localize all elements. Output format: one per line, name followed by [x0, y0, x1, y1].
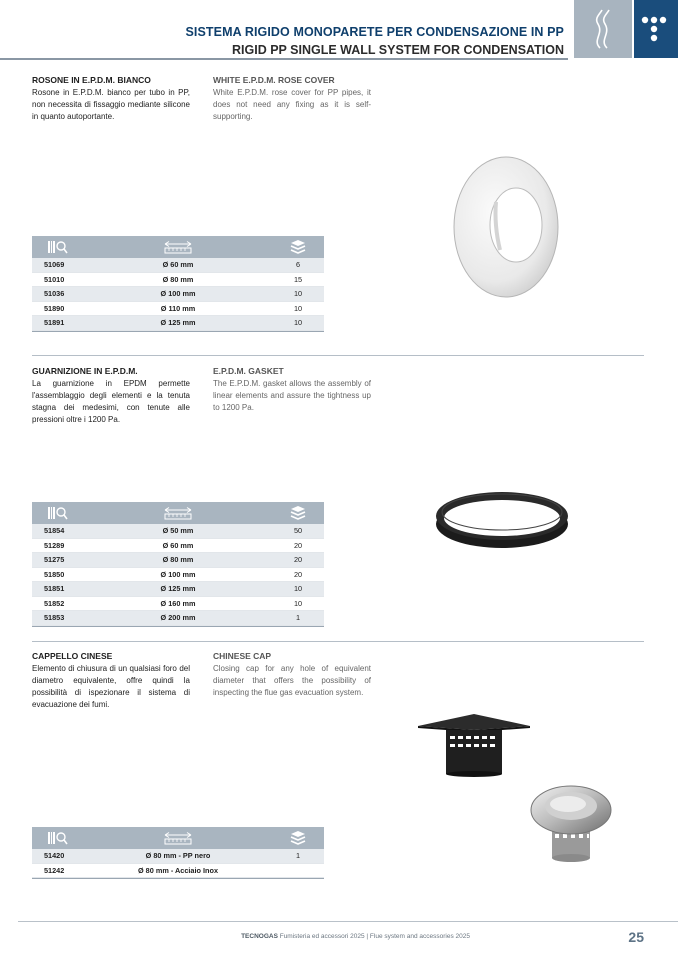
section-title-en: WHITE E.P.D.M. ROSE COVER [213, 75, 335, 85]
product-code: 51852 [44, 598, 65, 608]
product-code: 51069 [44, 260, 65, 270]
footer-caption [241, 933, 470, 940]
diameter-ruler-icon [163, 831, 193, 845]
gasket-image [432, 486, 572, 552]
code-search-icon [47, 505, 69, 521]
product-quantity: 1 [295, 851, 301, 861]
section-title-en: CHINESE CAP [213, 651, 272, 661]
product-quantity: 20 [293, 569, 303, 579]
product-quantity: 10 [293, 598, 303, 608]
product-quantity: 10 [293, 303, 303, 313]
table-row [32, 316, 324, 331]
table-row [32, 287, 324, 302]
product-diameter: Ø 110 mm [160, 303, 196, 313]
section-divider [32, 355, 644, 356]
header-rule [0, 58, 568, 60]
code-search-icon [47, 830, 69, 846]
table-header [32, 502, 324, 524]
product-diameter: Ø 60 mm [162, 540, 194, 550]
table-header [32, 827, 324, 849]
product-quantity: 10 [293, 584, 303, 594]
section-title-it: GUARNIZIONE IN E.P.D.M. [32, 366, 138, 376]
product-code: 51891 [44, 318, 65, 328]
rose-cover-image [450, 152, 562, 302]
product-quantity: 10 [293, 289, 303, 299]
section-text-it: Elemento di chiusura di un qualsiasi foro del diametro equivalente, offre quindi la possibilità di ispezionare il sistema di evacuazione dei fumi. [32, 664, 190, 709]
page-number: 25 [628, 929, 644, 945]
product-table [32, 502, 324, 627]
product-quantity: 20 [293, 540, 303, 550]
product-diameter: Ø 80 mm - PP nero [145, 851, 211, 861]
product-code: 51850 [44, 569, 65, 579]
product-code: 51851 [44, 584, 65, 594]
product-diameter: Ø 60 mm [162, 260, 194, 270]
diameter-ruler-icon [163, 506, 193, 520]
package-quantity-icon [288, 505, 308, 521]
product-code: 51854 [44, 526, 65, 536]
code-search-icon [47, 239, 69, 255]
product-diameter: Ø 125 mm [160, 318, 196, 328]
chinese-cap-inox-image [528, 782, 614, 864]
table-row [32, 864, 324, 879]
product-quantity: 1 [295, 613, 301, 623]
product-quantity: 15 [293, 274, 303, 284]
product-diameter: Ø 125 mm [160, 584, 196, 594]
table-row [32, 849, 324, 864]
section-text-en: Closing cap for any hole of equivalent diameter that offers the possibility of inspecting the flue gas evacuation system. [213, 664, 371, 697]
product-code: 51036 [44, 289, 65, 299]
product-diameter: Ø 80 mm [162, 274, 194, 284]
section-title-it: CAPPELLO CINESE [32, 651, 113, 661]
product-table [32, 236, 324, 332]
product-code: 51010 [44, 274, 65, 284]
product-code: 51242 [44, 865, 65, 875]
product-quantity: 50 [293, 526, 303, 536]
dots-logo-icon [634, 0, 678, 58]
table-header [32, 236, 324, 258]
chinese-cap-pp-image [416, 712, 532, 778]
product-diameter: Ø 100 mm [160, 569, 196, 579]
table-row [32, 258, 324, 273]
page-title: SISTEMA RIGIDO MONOPARETE PER CONDENSAZIONE IN PP [185, 25, 564, 39]
smoke-icon-box [574, 0, 632, 58]
table-row [32, 568, 324, 583]
section-title-it: ROSONE IN E.P.D.M. BIANCO [32, 75, 151, 85]
product-diameter: Ø 100 mm [160, 289, 196, 299]
table-row [32, 273, 324, 288]
product-diameter: Ø 200 mm [160, 613, 196, 623]
section-text-it: Rosone in E.P.D.M. bianco per tubo in PP, non necessita di fissaggio mediante silicone in quanto autoportante. [32, 88, 190, 121]
brand-icon-box [634, 0, 678, 58]
diameter-ruler-icon [163, 240, 193, 254]
product-diameter: Ø 50 mm [162, 526, 194, 536]
product-diameter: Ø 80 mm [162, 555, 194, 565]
table-row [32, 611, 324, 626]
section-title-en: E.P.D.M. GASKET [213, 366, 284, 376]
table-row [32, 302, 324, 317]
product-diameter: Ø 80 mm - Acciaio Inox [137, 865, 219, 875]
product-code: 51420 [44, 851, 65, 861]
product-code: 51890 [44, 303, 65, 313]
footer-catalog: Fumisteria ed accessori 2025 | Flue system and accessories 2025 [279, 933, 470, 940]
package-quantity-icon [288, 830, 308, 846]
table-row [32, 539, 324, 554]
section-divider [32, 641, 644, 642]
table-row [32, 597, 324, 612]
product-code: 51853 [44, 613, 65, 623]
smoke-icon [574, 0, 632, 58]
product-table [32, 827, 324, 879]
table-row [32, 524, 324, 539]
section-text-en: White E.P.D.M. rose cover for PP pipes, it does not need any fixing as it is self-supporting. [213, 88, 371, 121]
page-subtitle: RIGID PP SINGLE WALL SYSTEM FOR CONDENSATION [232, 43, 564, 57]
product-code: 51289 [44, 540, 65, 550]
product-quantity: 10 [293, 318, 303, 328]
product-diameter: Ø 160 mm [160, 598, 196, 608]
product-quantity: 6 [295, 260, 301, 270]
footer-brand: TECNOGAS [241, 933, 278, 940]
product-quantity: 20 [293, 555, 303, 565]
footer-rule [18, 921, 678, 922]
section-text-en: The E.P.D.M. gasket allows the assembly of linear elements and assure the tightness up to 1200 Pa. [213, 379, 371, 412]
product-code: 51275 [44, 555, 65, 565]
table-row [32, 582, 324, 597]
table-row [32, 553, 324, 568]
section-text-it: La guarnizione in EPDM permette l'assemblaggio degli elementi e la tenuta stagna dei medesimi, con tenute alle pressioni oltre i 1200 Pa. [32, 379, 190, 424]
package-quantity-icon [288, 239, 308, 255]
